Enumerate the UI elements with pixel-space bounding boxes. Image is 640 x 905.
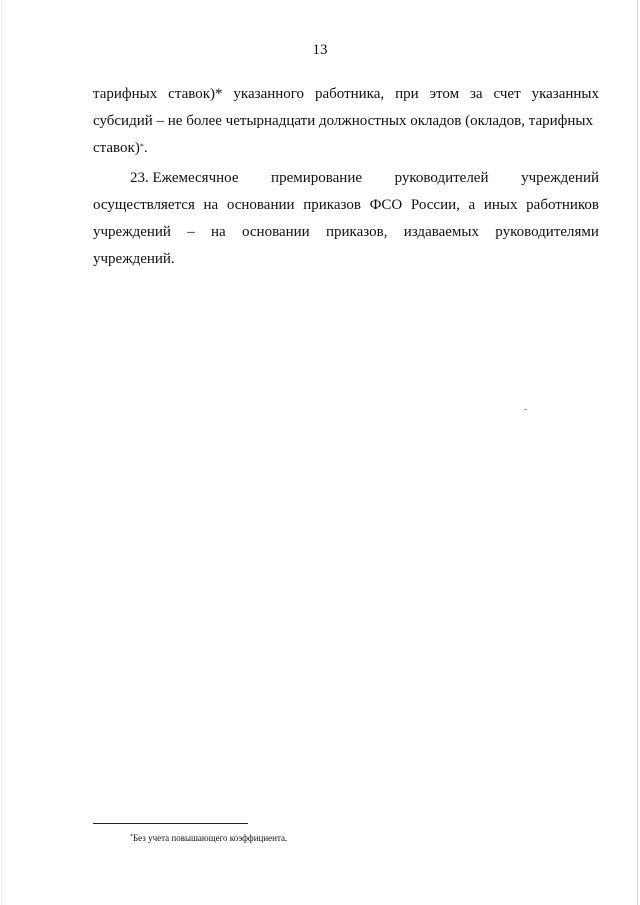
paragraph2-line3 (93, 219, 599, 246)
word: учреждений (93, 224, 171, 240)
paragraph1-line2: субсидий – не более четырнадцати должностных окладов (окладов, тарифных (93, 113, 594, 129)
footnote-reference-mark: * (139, 142, 144, 151)
word: приказов, (326, 224, 388, 240)
word: России, (410, 197, 460, 213)
word: при (395, 86, 419, 102)
word: этом (429, 86, 460, 102)
scan-speck (524, 409, 527, 410)
word: приказов (303, 197, 361, 213)
word: основании (242, 224, 310, 240)
paragraph1-line1 (93, 81, 599, 108)
word: осуществляется (93, 197, 195, 213)
word: за (470, 86, 483, 102)
footnote-separator (93, 823, 248, 824)
word: руководителями (495, 224, 599, 240)
scan-edge-right (637, 0, 638, 905)
paragraph1-line3-text: ставок) (93, 140, 140, 156)
word: на (211, 224, 226, 240)
word: издаваемых (403, 224, 479, 240)
paragraph2-line1 (93, 165, 599, 192)
word: учреждений (521, 170, 599, 186)
word: тарифных (93, 86, 158, 102)
word: указанного (233, 86, 305, 102)
word: основании (226, 197, 295, 213)
scan-edge-left (1, 0, 2, 905)
word: а (468, 197, 476, 213)
paragraph2-line2 (93, 192, 599, 219)
word: на (203, 197, 219, 213)
footnote (130, 832, 287, 844)
word: 23. Ежемесячное (130, 170, 239, 186)
word: – (187, 224, 195, 240)
word: работника, (314, 86, 385, 102)
word: указанных (531, 86, 599, 102)
body-text (93, 81, 599, 273)
paragraph1-line3-end: . (143, 140, 148, 156)
word: премирование (271, 170, 363, 186)
word: счет (493, 86, 521, 102)
word: ФСО (369, 197, 403, 213)
word: иных (483, 197, 518, 213)
word: ставок)* (168, 86, 223, 102)
paragraph2-line4: учреждений. (93, 251, 175, 267)
paragraph1-line3 (93, 135, 599, 162)
footnote-text: Без учета повышающего коэффициента. (133, 833, 288, 843)
footnote-mark: * (130, 834, 133, 840)
word: руководителей (394, 170, 489, 186)
word: работников (526, 197, 599, 213)
page-number: 13 (312, 42, 328, 58)
